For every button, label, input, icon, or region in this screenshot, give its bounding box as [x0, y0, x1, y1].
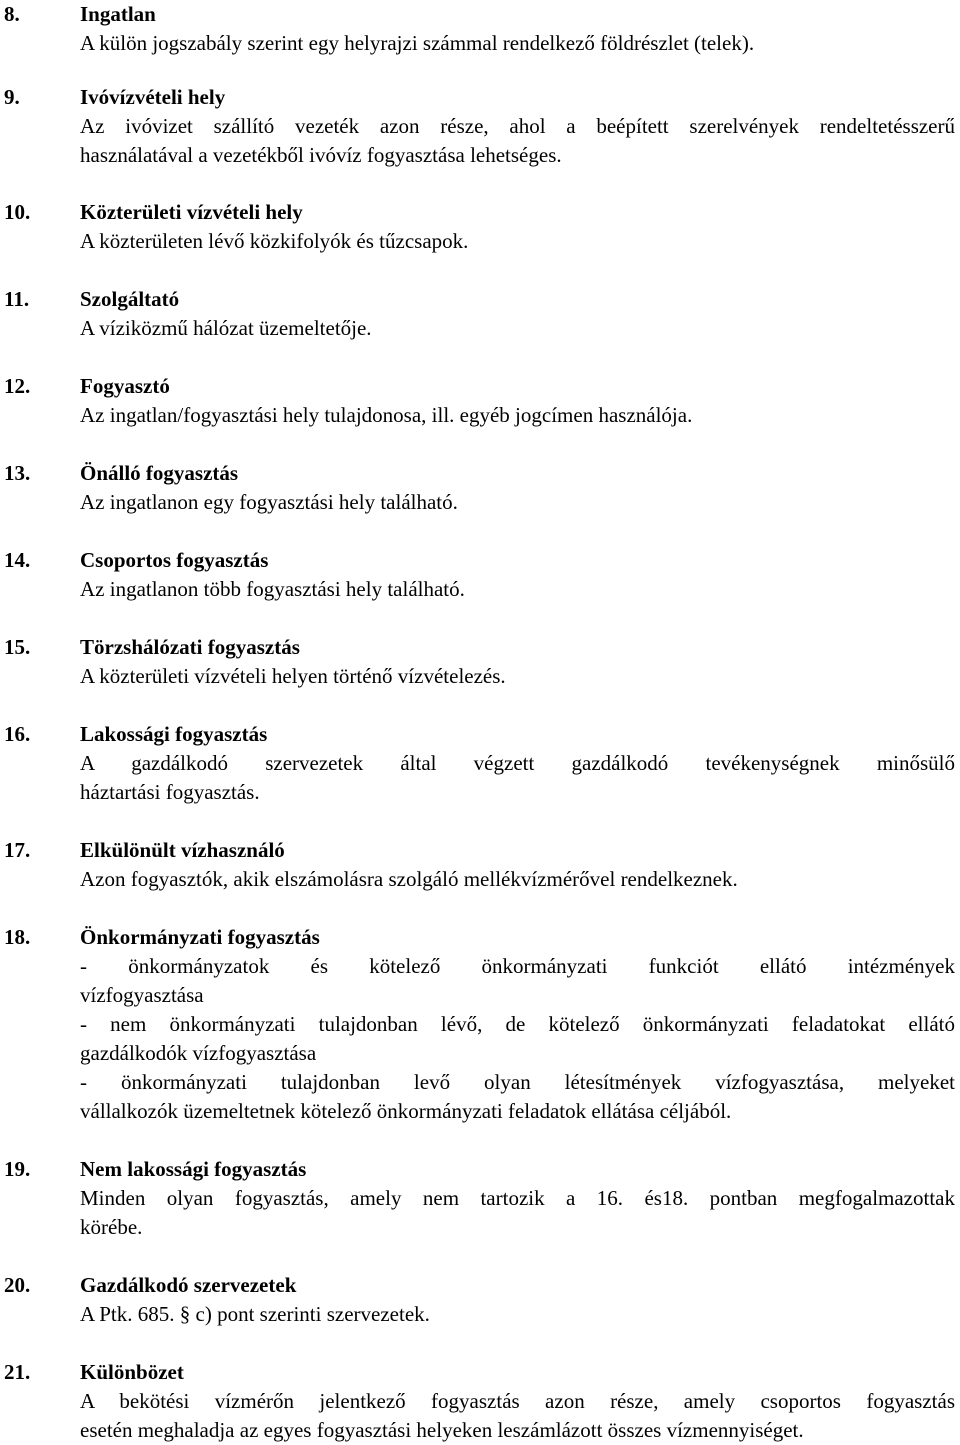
definition-title: Szolgáltató	[80, 287, 180, 311]
definition-text	[80, 227, 955, 256]
definition-number: 15.	[4, 635, 31, 659]
definition-title: Lakossági fogyasztás	[80, 722, 268, 746]
definition-number: 19.	[4, 1157, 31, 1181]
definition-number: 21.	[4, 1360, 31, 1384]
definition-text	[80, 488, 955, 517]
definition-item	[0, 83, 960, 170]
definition-item	[0, 459, 960, 517]
definition-title: Különbözet	[80, 1360, 184, 1384]
definition-text	[80, 1387, 955, 1445]
definition-line: A közterületen lévő közkifolyók és tűzcsapok.	[80, 229, 469, 253]
definition-line: - önkormányzatok és kötelező önkormányzati funkciót ellátó intézmények	[80, 954, 955, 978]
definition-item	[0, 198, 960, 256]
definition-item	[0, 720, 960, 807]
definition-line: Az ingatlanon egy fogyasztási hely található.	[80, 490, 458, 514]
definition-text	[80, 29, 955, 58]
definition-line: esetén meghaladja az egyes fogyasztási helyeken leszámlázott összes vízmennyiséget.	[80, 1418, 804, 1442]
definition-line: gazdálkodók vízfogyasztása	[80, 1041, 317, 1065]
definition-line: - nem önkormányzati tulajdonban lévő, de kötelező önkormányzati feladatokat ellátó	[80, 1012, 955, 1036]
definition-item	[0, 1155, 960, 1242]
definition-text	[80, 401, 955, 430]
definition-line: háztartási fogyasztás.	[80, 780, 260, 804]
definition-number: 9.	[4, 85, 20, 109]
definition-title: Közterületi vízvételi hely	[80, 200, 303, 224]
definition-title: Önkormányzati fogyasztás	[80, 925, 320, 949]
definition-line: Az ingatlan/fogyasztási hely tulajdonosa, ill. egyéb jogcímen használója.	[80, 403, 693, 427]
definition-title: Fogyasztó	[80, 374, 170, 398]
definition-line: Minden olyan fogyasztás, amely nem tartozik a 16. és18. pontban megfogalmazottak	[80, 1186, 955, 1210]
definition-number: 16.	[4, 722, 31, 746]
definition-title: Gazdálkodó szervezetek	[80, 1273, 297, 1297]
definition-line: vállalkozók üzemeltetnek kötelező önkormányzati feladatok ellátása céljából.	[80, 1099, 732, 1123]
definition-line: A közterületi vízvételi helyen történő vízvételezés.	[80, 664, 506, 688]
definition-title: Ingatlan	[80, 2, 156, 26]
definition-item	[0, 372, 960, 430]
definition-item	[0, 633, 960, 691]
definition-line: vízfogyasztása	[80, 983, 204, 1007]
definition-line: Az ingatlanon több fogyasztási hely található.	[80, 577, 465, 601]
definition-line: A gazdálkodó szervezetek által végzett gazdálkodó tevékenységnek minősülő	[80, 751, 955, 775]
definition-item	[0, 1358, 960, 1445]
definition-line: - önkormányzati tulajdonban levő olyan létesítmények vízfogyasztása, melyeket	[80, 1070, 955, 1094]
definition-line: A bekötési vízmérőn jelentkező fogyasztás azon része, amely csoportos fogyasztás	[80, 1389, 955, 1413]
definition-title: Törzshálózati fogyasztás	[80, 635, 300, 659]
definition-text	[80, 1300, 955, 1329]
definition-line: körébe.	[80, 1215, 143, 1239]
definition-line: használatával a vezetékből ivóvíz fogyasztása lehetséges.	[80, 143, 562, 167]
definition-line: A víziközmű hálózat üzemeltetője.	[80, 316, 372, 340]
definition-line: Az ivóvizet szállító vezeték azon része, ahol a beépített szerelvények rendeltetésszerű	[80, 114, 955, 138]
definition-text	[80, 662, 955, 691]
definition-item	[0, 1271, 960, 1329]
definition-item	[0, 285, 960, 343]
definition-text	[80, 314, 955, 343]
definition-number: 20.	[4, 1273, 31, 1297]
definition-title: Ivóvízvételi hely	[80, 85, 226, 109]
definition-item	[0, 836, 960, 894]
definition-line: A Ptk. 685. § c) pont szerinti szervezetek.	[80, 1302, 430, 1326]
definition-number: 18.	[4, 925, 31, 949]
definition-number: 8.	[4, 2, 20, 26]
definition-number: 17.	[4, 838, 31, 862]
definition-text	[80, 1184, 955, 1242]
definition-number: 11.	[4, 287, 30, 311]
definition-title: Nem lakossági fogyasztás	[80, 1157, 307, 1181]
definition-text	[80, 112, 955, 170]
definition-title: Elkülönült vízhasználó	[80, 838, 285, 862]
definition-line: Azon fogyasztók, akik elszámolásra szolgáló mellékvízmérővel rendelkeznek.	[80, 867, 738, 891]
definition-text	[80, 575, 955, 604]
definition-number: 14.	[4, 548, 31, 572]
definition-number: 10.	[4, 200, 31, 224]
definition-item	[0, 546, 960, 604]
definition-title: Csoportos fogyasztás	[80, 548, 269, 572]
definition-item	[0, 0, 960, 58]
definition-text	[80, 952, 955, 1126]
definition-number: 12.	[4, 374, 31, 398]
definition-text	[80, 749, 955, 807]
definition-text	[80, 865, 955, 894]
definition-title: Önálló fogyasztás	[80, 461, 239, 485]
definition-number: 13.	[4, 461, 31, 485]
definition-item	[0, 923, 960, 1126]
definition-line: A külön jogszabály szerint egy helyrajzi számmal rendelkező földrészlet (telek).	[80, 31, 755, 55]
